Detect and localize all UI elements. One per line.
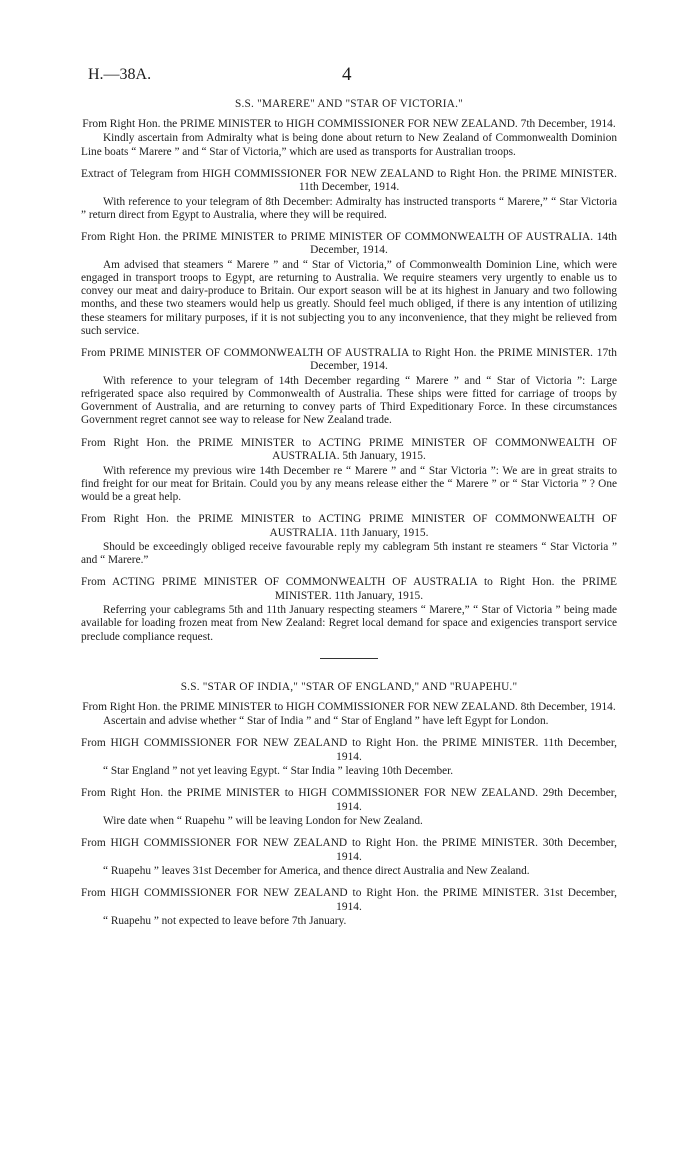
document-body [81, 98, 617, 937]
message-body: With reference to your telegram of 8th December: Admiralty has instructed transports “ Marere,” “ Star Victoria ” return direct from Egypt to Australia, where they will be required. [81, 195, 617, 221]
message-route: From Right Hon. the PRIME MINISTER to HIGH COMMISSIONER FOR NEW ZEALAND. 7th December, 1914. [82, 118, 616, 130]
message-route: From HIGH COMMISSIONER FOR NEW ZEALAND to Right Hon. the PRIME MINISTER. 30th December, 1914. [81, 837, 617, 863]
message-body: With reference my previous wire 14th December re “ Marere ” and “ Star Victoria ”: We are in great straits to find freight for our meat for Britain. Could you by any means release either the “ Marere ” or “ Star Victoria ” ? One would be a great help. [81, 464, 617, 503]
message [81, 513, 617, 567]
section-title: S.S. "MARERE" AND "STAR OF VICTORIA." [235, 98, 463, 110]
message-route: Extract of Telegram from HIGH COMMISSIONER FOR NEW ZEALAND to Right Hon. the PRIME MINISTER. 11th December, 1914. [81, 167, 617, 194]
message [81, 347, 617, 428]
message [81, 737, 617, 778]
section-title: S.S. "STAR OF INDIA," "STAR OF ENGLAND," AND "RUAPEHU." [180, 680, 518, 693]
message-body: With reference to your telegram of 14th December regarding “ Marere ” and “ Star of Victoria ”: Large refrigerated space also required by Commonwealth of Australia. These ships were fitted for carriage of troops by Government of Australia, and are returning to convey parts of Third Expeditionary Force. In these circumstances Government regret cannot see way to release for New Zealand trade. [81, 374, 617, 427]
message-body: Wire date when “ Ruapehu ” will be leaving London for New Zealand. [103, 815, 423, 828]
section-star-of-india [81, 681, 617, 929]
message [81, 168, 617, 222]
section-divider [320, 658, 378, 659]
message-body: “ Ruapehu ” not expected to leave before 7th January. [103, 915, 347, 928]
section-marere [81, 98, 617, 644]
message [81, 787, 617, 828]
message-route: From Right Hon. the PRIME MINISTER to ACTING PRIME MINISTER OF COMMONWEALTH OF AUSTRALIA. 11th January, 1915. [81, 513, 617, 539]
message-body: Ascertain and advise whether “ Star of India ” and “ Star of England ” have left Egypt for London. [103, 715, 549, 728]
message-route: From ACTING PRIME MINISTER OF COMMONWEALTH OF AUSTRALIA to Right Hon. the PRIME MINISTER. 11th January, 1915. [81, 576, 617, 602]
message-route: From PRIME MINISTER OF COMMONWEALTH OF AUSTRALIA to Right Hon. the PRIME MINISTER. 17th December, 1914. [81, 347, 617, 373]
message [81, 701, 617, 729]
message-body: Am advised that steamers “ Marere ” and “ Star of Victoria,” of Commonwealth Dominion Line, which were engaged in transport troops to Egypt, are returning to Australia. We require steamers very urgently to enable us to convey our meat and dairy-produce to Britain. Our export season will be at its highest in January and two following months, and these two steamers would help us greatly. Should feel much obliged, if there is any intention of utilizing these steamers for military purposes, if it is not subjecting you to any inconvenience, that they might be relieved from such service. [81, 258, 617, 337]
message [81, 887, 617, 928]
page-number: 4 [342, 64, 352, 85]
message [81, 837, 617, 878]
message-body: “ Star England ” not yet leaving Egypt. “ Star India ” leaving 10th December. [103, 765, 454, 778]
message-route: From Right Hon. the PRIME MINISTER to ACTING PRIME MINISTER OF COMMONWEALTH OF AUSTRALIA. 5th January, 1915. [81, 436, 617, 463]
message-body: Referring your cablegrams 5th and 11th January respecting steamers “ Marere,” “ Star of Victoria ” being made available for loading frozen meat from New Zealand: Regret local demand for space and exigencies transport service preclude compliance request. [81, 604, 617, 643]
message [81, 231, 617, 338]
message [81, 437, 617, 504]
message-body: Kindly ascertain from Admiralty what is being done about return to New Zealand of Commonwealth Dominion Line boats “ Marere ” and “ Star of Victoria,” which are used as transports for Australian troops. [81, 132, 617, 158]
message-route: From HIGH COMMISSIONER FOR NEW ZEALAND to Right Hon. the PRIME MINISTER. 11th December, 1914. [81, 737, 617, 763]
message-route: From Right Hon. the PRIME MINISTER to HIGH COMMISSIONER FOR NEW ZEALAND. 8th December, 1914. [82, 700, 616, 713]
message-route: From Right Hon. the PRIME MINISTER to PRIME MINISTER OF COMMONWEALTH OF AUSTRALIA. 14th December, 1914. [81, 231, 617, 257]
message-route: From Right Hon. the PRIME MINISTER to HIGH COMMISSIONER FOR NEW ZEALAND. 29th December, 1914. [81, 787, 617, 813]
document-reference: H.—38A. [88, 66, 152, 83]
message [81, 576, 617, 643]
message [81, 118, 617, 159]
message-body: “ Ruapehu ” leaves 31st December for America, and thence direct Australia and New Zealand. [103, 865, 530, 878]
message-body: Should be exceedingly obliged receive favourable reply my cablegram 5th instant re steamers “ Star Victoria ” and “ Marere.” [81, 540, 617, 567]
message-route: From HIGH COMMISSIONER FOR NEW ZEALAND to Right Hon. the PRIME MINISTER. 31st December, 1914. [81, 887, 617, 913]
